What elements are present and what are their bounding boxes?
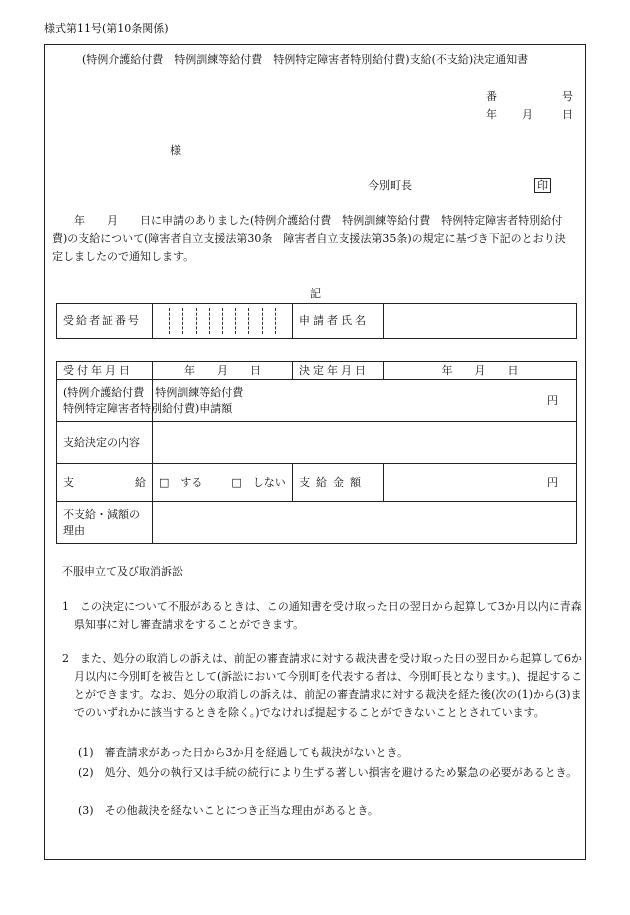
recipient-table <box>56 303 577 339</box>
number-label: 番 <box>486 90 497 103</box>
appeal-item-1: 1 この決定について不服があるときは、この通知書を受け取った日の翌日から起算して3か月以内に青森県知事に対し審査請求をすることができます。 <box>62 600 582 631</box>
decision-date-label: 決定年月日 <box>293 362 384 380</box>
reason-value <box>153 502 577 544</box>
seal-mark: 印 <box>534 178 551 193</box>
applicant-name-value <box>384 304 577 339</box>
received-date-value: 年 月 日 <box>153 362 293 380</box>
document-title: (特例介護給付費 特例訓練等給付費 特例特定障害者特別給付費)支給(不支給)決定通知書 <box>82 53 529 66</box>
appeal-sub-1: (1) 審査請求があった日から3か月を経過しても裁決がないとき。 <box>78 746 409 759</box>
applicant-name-label: 申請者氏名 <box>293 304 384 339</box>
issuer: 今別町長 <box>368 179 412 192</box>
appeal-item-2: 2 また、処分の取消しの訴えは、前記の審査請求に対する裁決書を受け取った日の翌日から起算して6か月以内に今別町を被告として(訴訟において今別町を代表する者は、今別町長となります。)、提起することができます。なお、処分の取消しの訴えは、前記の審査請求に対する裁決を経た後(次の(1)から(3)までのいずれかに該当するときを除く。)でなければ提起することができないこととされています。 <box>62 652 583 719</box>
payment-label: 支 給 <box>57 464 153 502</box>
reason-label: 不支給・減額の 理由 <box>57 502 153 544</box>
decision-date-value: 年 月 日 <box>384 362 577 380</box>
form-label: 様式第11号(第10条関係) <box>44 22 169 35</box>
appeal-sub-3: (3) その他裁決を経ないことにつき正当な理由があるとき。 <box>78 804 379 817</box>
option-dont[interactable]: □ しない <box>231 475 286 489</box>
appeal-sub-2: (2) 処分、処分の執行又は手続の続行により生ずる著しい損害を避けるため緊急の必要があるとき。 <box>78 766 578 779</box>
application-amount-value: 円 <box>153 380 577 422</box>
application-amount-label: (特例介護給付費 特例訓練等給付費 特例特定障害者特別給付費)申請額 <box>57 380 153 422</box>
ki-label: 記 <box>310 287 321 300</box>
appeal-heading: 不服申立て及び取消訴訟 <box>62 565 183 578</box>
date-month: 月 <box>522 108 533 121</box>
addressee-suffix: 様 <box>170 144 181 157</box>
option-do[interactable]: □ する <box>159 475 203 489</box>
number-suffix: 号 <box>562 90 573 103</box>
recipient-no-boxes <box>153 304 293 339</box>
decision-content-value <box>153 422 577 464</box>
date-year: 年 <box>486 108 497 121</box>
payment-amount-value: 円 <box>384 464 577 502</box>
received-date-label: 受付年月日 <box>57 362 153 380</box>
recipient-no-label: 受給者証番号 <box>57 304 153 339</box>
date-day: 日 <box>562 108 573 121</box>
decision-table <box>56 361 577 544</box>
body-text: 年 月 日に申請のありました(特例介護給付費 特例訓練等給付費 特例特定障害者特別給付費)の支給について(障害者自立支援法第30条 障害者自立支援法第35条)の規定に基づき下記のとおり決定しましたので通知します。 <box>52 214 566 263</box>
payment-options <box>153 464 293 502</box>
decision-content-label: 支給決定の内容 <box>57 422 153 464</box>
payment-amount-label: 支給金額 <box>293 464 384 502</box>
